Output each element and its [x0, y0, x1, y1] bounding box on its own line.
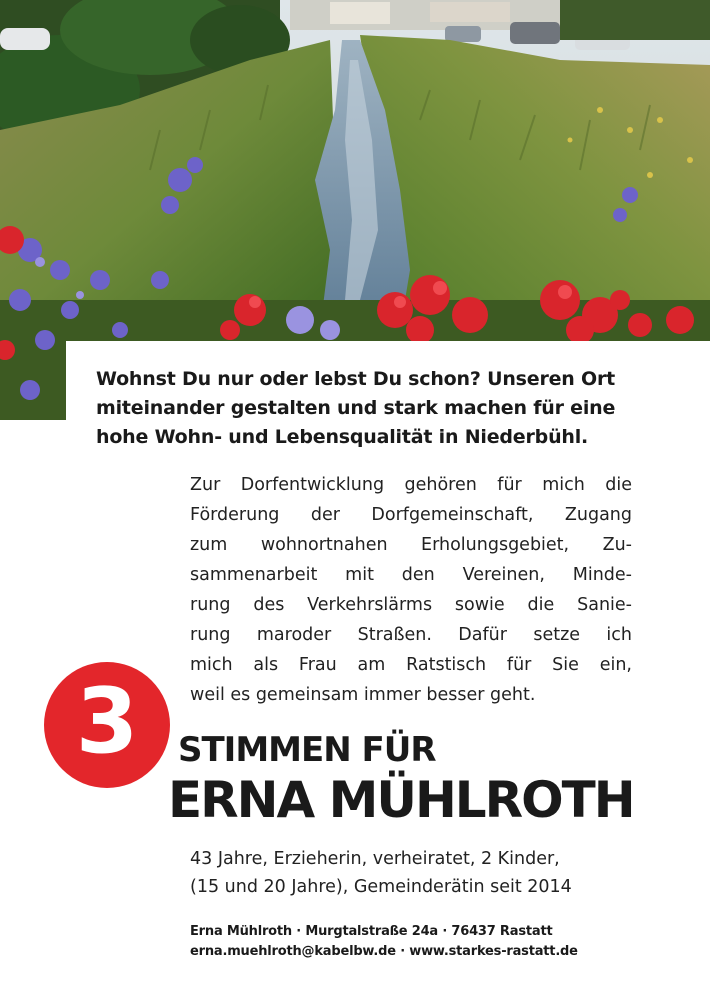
body-line: rung des Verkehrslärms sowie die Sanie- [190, 595, 632, 615]
contact-info [190, 922, 632, 962]
vote-count-badge [44, 662, 170, 788]
details-line: 43 Jahre, Erzieherin, verheiratet, 2 Kinder, [190, 849, 560, 869]
body-line: Förderung der Dorfgemeinschaft, Zugang [190, 505, 632, 525]
headline-line: hohe Wohn- und Lebensqualität in Niederbühl. [96, 426, 589, 448]
headline-line: miteinander gestalten und stark machen für eine [96, 397, 616, 419]
body-line: Zur Dorfentwicklung gehören für mich die [190, 475, 632, 495]
badge-number: 3 [75, 669, 139, 774]
candidate-details [190, 845, 632, 901]
body-paragraph [190, 470, 632, 710]
stimmen-heading: STIMMEN FÜR [178, 730, 436, 770]
contact-address: Erna Mühlroth · Murgtalstraße 24a · 76437 Rastatt [190, 924, 553, 939]
contact-web: erna.muehlroth@kabelbw.de · www.starkes-rastatt.de [190, 944, 578, 959]
headline-line: Wohnst Du nur oder lebst Du schon? Unseren Ort [96, 368, 616, 390]
body-line: weil es gemeinsam immer besser geht. [190, 685, 536, 705]
body-line: mich als Frau am Ratstisch für Sie ein, [190, 655, 632, 675]
body-line: zum wohnortnahen Erholungsgebiet, Zu- [190, 535, 632, 555]
headline [96, 365, 656, 452]
details-line: (15 und 20 Jahre), Gemeinderätin seit 2014 [190, 877, 572, 897]
body-line: rung maroder Straßen. Dafür setze ich [190, 625, 632, 645]
body-line: sammenarbeit mit den Vereinen, Minde- [190, 565, 632, 585]
candidate-name: ERNA MÜHLROTH [168, 771, 634, 829]
